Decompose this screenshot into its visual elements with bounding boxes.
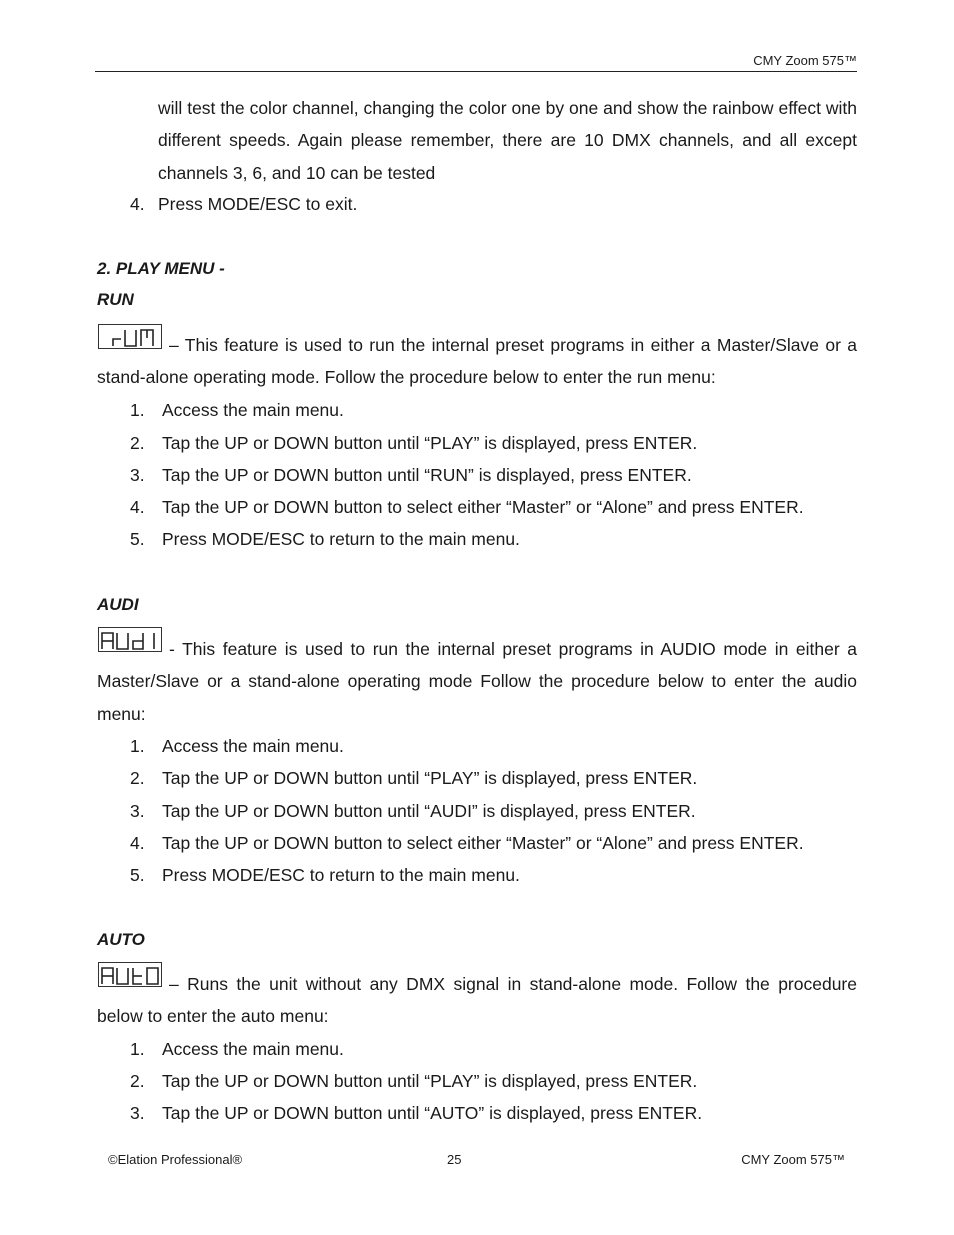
audi-description [97,633,857,730]
step-number: 1. [130,736,145,756]
step-number: 1. [130,400,145,420]
step-text: Press MODE/ESC to return to the main menu. [162,865,520,885]
auto-description-text: – Runs the unit without any DMX signal in stand-alone mode. Follow the procedure below to enter the auto menu: [97,974,857,1027]
subsection-heading-audi: AUDI [97,595,139,614]
run-description [97,329,857,394]
step-text: Press MODE/ESC to return to the main menu. [162,529,520,549]
step-text: Press MODE/ESC to exit. [158,194,358,214]
step-number: 1. [130,1039,145,1059]
step-text: Tap the UP or DOWN button until “PLAY” is displayed, press ENTER. [162,1071,698,1091]
running-header: CMY Zoom 575™ [753,53,857,68]
step-text: Access the main menu. [162,736,344,756]
step-text: Tap the UP or DOWN button to select either “Master” or “Alone” and press ENTER. [162,833,804,853]
step-number: 3. [130,801,145,821]
step-number: 2. [130,433,145,453]
step-text: Tap the UP or DOWN button until “AUDI” is displayed, press ENTER. [162,801,696,821]
step-text: Tap the UP or DOWN button to select either “Master” or “Alone” and press ENTER. [162,497,804,517]
step-text: Access the main menu. [162,1039,344,1059]
step-number: 5. [130,529,145,549]
step-number: 3. [130,465,145,485]
step-number: 4. [130,194,145,214]
step-number: 3. [130,1103,145,1123]
section-heading-play-menu: 2. PLAY MENU - [97,259,225,278]
subsection-heading-auto: AUTO [97,930,145,949]
run-description-text: – This feature is used to run the internal preset programs in either a Master/Slave or a stand-alone operating mode. Follow the procedure below to enter the run menu: [97,335,857,388]
footer-copyright: ©Elation Professional® [108,1152,243,1167]
auto-description [97,968,857,1033]
step-text: Tap the UP or DOWN button until “PLAY” is displayed, press ENTER. [162,768,698,788]
step-number: 4. [130,497,145,517]
step-number: 4. [130,833,145,853]
step-number: 2. [130,768,145,788]
step-number: 5. [130,865,145,885]
step-text: Access the main menu. [162,400,344,420]
subsection-heading-run: RUN [97,290,134,309]
intro-continuation: will test the color channel, changing the color one by one and show the rainbow effect with different speeds. Again please remember, there are 10 DMX channels, and all except channels 3, 6, and 10 can be tested [158,98,857,183]
audi-description-text: - This feature is used to run the internal preset programs in AUDIO mode in either a Master/Slave or a stand-alone operating mode Follow the procedure below to enter the audio menu: [97,639,857,724]
step-number: 2. [130,1071,145,1091]
footer-page-number: 25 [447,1152,462,1167]
step-text: Tap the UP or DOWN button until “AUTO” is displayed, press ENTER. [162,1103,703,1123]
header-divider [95,71,857,72]
footer-product-name: CMY Zoom 575™ [741,1152,845,1167]
step-text: Tap the UP or DOWN button until “RUN” is displayed, press ENTER. [162,465,692,485]
step-text: Tap the UP or DOWN button until “PLAY” is displayed, press ENTER. [162,433,698,453]
